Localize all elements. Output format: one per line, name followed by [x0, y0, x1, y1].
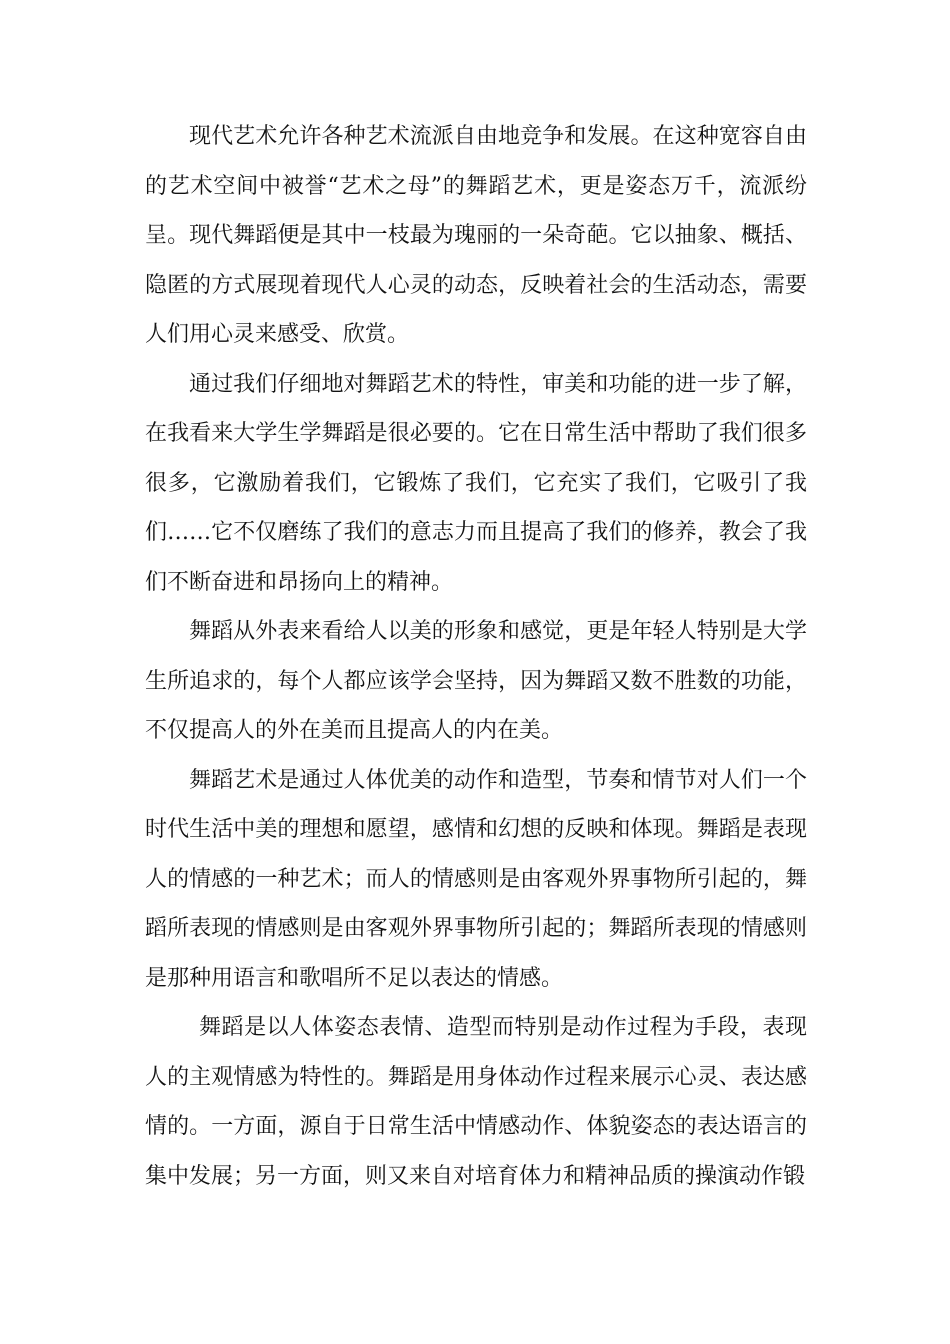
paragraph-4: 舞蹈艺术是通过人体优美的动作和造型，节奏和情节对人们一个时代生活中美的理想和愿望，感情和幻想的反映和体现。舞蹈是表现人的情感的一种艺术；而人的情感则是由客观外界事物所引起的，舞蹈所表现的情感则是由客观外界事物所引起的；舞蹈所表现的情感则是那种用语言和歌唱所不足以表达的情感。: [145, 767, 807, 991]
paragraph-1: 现代艺术允许各种艺术流派自由地竞争和发展。在这种宽容自由的艺术空间中被誉“艺术之母”的舞蹈艺术，更是姿态万千，流派纷呈。现代舞蹈便是其中一枝最为瑰丽的一朵奇葩。它以抽象、概括、隐匿的方式展现着现代人心灵的动态，反映着社会的生活动态，需要人们用心灵来感受、欣赏。: [145, 124, 807, 347]
paragraph-3: 舞蹈从外表来看给人以美的形象和感觉，更是年轻人特别是大学生所追求的，每个人都应该学会坚持，因为舞蹈又数不胜数的功能，不仅提高人的外在美而且提高人的内在美。: [145, 619, 807, 743]
paragraph-5: 舞蹈是以人体姿态表情、造型而特别是动作过程为手段，表现人的主观情感为特性的。舞蹈是用身体动作过程来展示心灵、表达感情的。一方面，源自于日常生活中情感动作、体貌姿态的表达语言的集中发展；另一方面，则又来自对培育体力和精神品质的操演动作锻: [145, 1015, 807, 1189]
paragraph-2: 通过我们仔细地对舞蹈艺术的特性，审美和功能的进一步了解，在我看来大学生学舞蹈是很必要的。它在日常生活中帮助了我们很多很多，它激励着我们，它锻炼了我们，它充实了我们，它吸引了我们……它不仅磨练了我们的意志力而且提高了我们的修养，教会了我们不断奋进和昂扬向上的精神。: [145, 371, 807, 595]
document-body: [145, 112, 807, 1201]
